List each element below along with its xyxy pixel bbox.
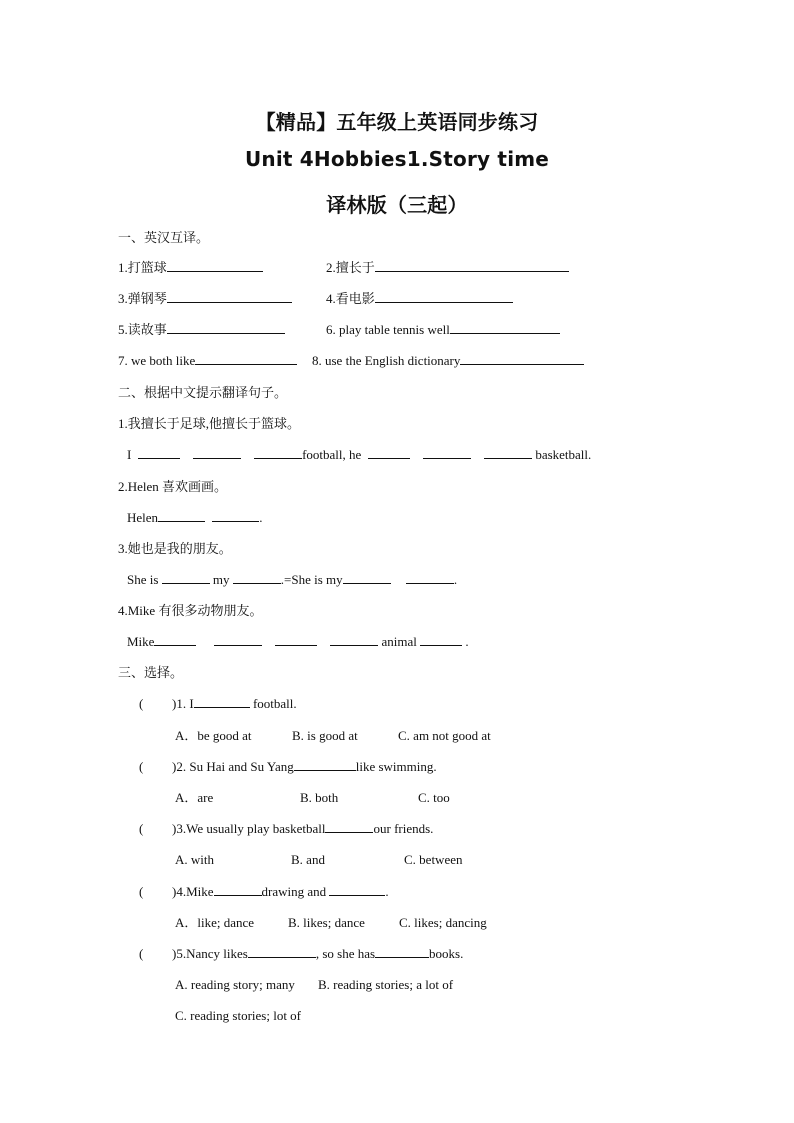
s2-q3-text-a: She is <box>127 572 159 587</box>
s3-q3-stem-b: our friends. <box>373 821 434 836</box>
s2-q3-answer <box>127 571 457 589</box>
s3-q1-option-c: C. am not good at <box>398 728 491 743</box>
s3-q1-paren-close: ) <box>172 696 177 711</box>
s3-q5-stem-b: , so she has <box>315 946 376 961</box>
title-line-3: 译林版（三起） <box>326 193 468 217</box>
answer-blank[interactable] <box>329 883 385 896</box>
s2-q2-answer <box>127 509 263 527</box>
s2-q4-prompt: 4.Mike 有很多动物朋友。 <box>118 603 263 618</box>
s3-q4-stem <box>172 883 389 901</box>
answer-blank[interactable] <box>423 446 471 459</box>
s1-item-1-text: 1.打篮球 <box>118 260 167 275</box>
s3-q2-stem <box>172 758 437 776</box>
s3-q3-option-b: B. and <box>291 852 325 867</box>
answer-blank[interactable] <box>375 290 513 303</box>
s1-item-2-text: 2.擅长于 <box>326 260 375 275</box>
s3-q5-paren-open: ( <box>139 946 144 961</box>
s1-item-6 <box>326 321 560 339</box>
answer-blank[interactable] <box>154 633 196 646</box>
s1-item-4-text: 4.看电影 <box>326 291 375 306</box>
answer-blank[interactable] <box>460 352 584 365</box>
s2-q3-end: . <box>453 572 458 587</box>
s3-q4-paren-close: ) <box>172 884 177 899</box>
s2-q2-text-a: Helen <box>127 510 159 525</box>
answer-blank[interactable] <box>450 321 560 334</box>
s1-item-7 <box>118 352 297 370</box>
answer-blank[interactable] <box>248 945 316 958</box>
s3-q5-stem-c: books. <box>429 946 464 961</box>
s3-q1-stem-b: football. <box>252 696 297 711</box>
s3-q4-stem-a: 4.Mike <box>176 884 214 899</box>
answer-blank[interactable] <box>275 633 317 646</box>
s1-item-5-text: 5.读故事 <box>118 322 167 337</box>
answer-blank[interactable] <box>158 509 205 522</box>
s1-item-8 <box>312 352 584 370</box>
s1-item-1 <box>118 259 263 277</box>
answer-blank[interactable] <box>368 446 410 459</box>
s3-q5-stem-a: 5.Nancy likes <box>176 946 248 961</box>
s2-q1-text-c: basketball. <box>535 447 592 462</box>
s2-q1-answer <box>127 446 591 464</box>
s1-item-5 <box>118 321 285 339</box>
answer-blank[interactable] <box>484 446 532 459</box>
answer-blank[interactable] <box>343 571 391 584</box>
s3-q3-stem <box>172 820 433 838</box>
answer-blank[interactable] <box>294 758 356 771</box>
s1-item-6-text: 6. play table tennis well <box>326 322 450 337</box>
s1-item-3-text: 3.弹钢琴 <box>118 291 167 306</box>
s3-q5-option-a: A. reading story; many <box>175 977 295 992</box>
s3-q2-option-a: A．are <box>175 790 214 805</box>
s3-q2-option-b: B. both <box>300 790 339 805</box>
answer-blank[interactable] <box>214 633 262 646</box>
s1-item-8-text: 8. use the English dictionary <box>312 353 461 368</box>
s2-q1-text-b: football, he <box>302 447 362 462</box>
s3-q3-paren-close: ) <box>172 821 177 836</box>
s2-q4-text-b: animal <box>381 634 417 649</box>
answer-blank[interactable] <box>162 571 210 584</box>
section-3-heading: 三、选择。 <box>118 665 184 680</box>
s3-q3-option-c: C. between <box>404 852 463 867</box>
s3-q2-option-c: C. too <box>418 790 450 805</box>
section-1-heading: 一、英汉互译。 <box>118 230 210 245</box>
s3-q4-option-a: A．like; dance <box>175 915 255 930</box>
s3-q5-paren-close: ) <box>172 946 177 961</box>
s2-q3-text-c: .=She is my <box>280 572 343 587</box>
s3-q4-option-b: B. likes; dance <box>288 915 365 930</box>
s1-item-7-text: 7. we both like <box>118 353 196 368</box>
s3-q2-paren-open: ( <box>139 759 144 774</box>
s2-q3-text-b: my <box>212 572 230 587</box>
s3-q1-option-b: B. is good at <box>292 728 358 743</box>
answer-blank[interactable] <box>420 633 462 646</box>
answer-blank[interactable] <box>254 446 302 459</box>
s1-item-3 <box>118 290 292 308</box>
s3-q4-paren-open: ( <box>139 884 144 899</box>
answer-blank[interactable] <box>194 695 250 708</box>
answer-blank[interactable] <box>212 509 259 522</box>
answer-blank[interactable] <box>375 259 569 272</box>
s1-item-4 <box>326 290 513 308</box>
s3-q5-stem <box>172 945 463 963</box>
s2-q1-text-a: I <box>127 447 132 462</box>
s3-q2-stem-b: like swimming. <box>355 759 437 774</box>
s2-q4-text-a: Mike <box>127 634 155 649</box>
s1-item-2 <box>326 259 569 277</box>
s3-q5-option-b: B. reading stories; a lot of <box>318 977 454 992</box>
s3-q4-stem-c: . <box>385 884 389 899</box>
s3-q4-option-c: C. likes; dancing <box>399 915 487 930</box>
s3-q1-stem <box>172 695 297 713</box>
s3-q3-option-a: A. with <box>175 852 214 867</box>
answer-blank[interactable] <box>330 633 378 646</box>
s2-q4-end: . <box>465 634 469 649</box>
s3-q1-option-a: A．be good at <box>175 728 252 743</box>
s3-q4-stem-b: drawing and <box>261 884 327 899</box>
answer-blank[interactable] <box>193 446 241 459</box>
answer-blank[interactable] <box>214 883 262 896</box>
s3-q3-paren-open: ( <box>139 821 144 836</box>
s3-q5-option-c: C. reading stories; lot of <box>175 1008 302 1023</box>
section-2-heading: 二、根据中文提示翻译句子。 <box>118 385 288 400</box>
s3-q1-paren-open: ( <box>139 696 144 711</box>
answer-blank[interactable] <box>138 446 180 459</box>
s2-q2-end: . <box>259 510 263 525</box>
title-line-1: 【精品】五年级上英语同步练习 <box>255 110 539 134</box>
title-line-2: Unit 4Hobbies1.Story time <box>244 147 550 171</box>
answer-blank[interactable] <box>375 945 429 958</box>
s2-q2-prompt: 2.Helen 喜欢画画。 <box>118 479 228 494</box>
s2-q4-answer <box>127 633 469 651</box>
answer-blank[interactable] <box>167 290 292 303</box>
s2-q1-prompt: 1.我擅长于足球,他擅长于篮球。 <box>118 416 301 431</box>
s3-q1-stem-a: 1. I <box>176 696 194 711</box>
answer-blank[interactable] <box>233 571 281 584</box>
answer-blank[interactable] <box>167 321 285 334</box>
s3-q3-stem-a: 3.We usually play basketball <box>176 821 326 836</box>
s3-q2-stem-a: 2. Su Hai and Su Yang <box>176 759 294 774</box>
answer-blank[interactable] <box>167 259 263 272</box>
answer-blank[interactable] <box>325 820 373 833</box>
s3-q2-paren-close: ) <box>172 759 177 774</box>
answer-blank[interactable] <box>195 352 297 365</box>
answer-blank[interactable] <box>406 571 454 584</box>
s2-q3-prompt: 3.她也是我的朋友。 <box>118 541 232 556</box>
